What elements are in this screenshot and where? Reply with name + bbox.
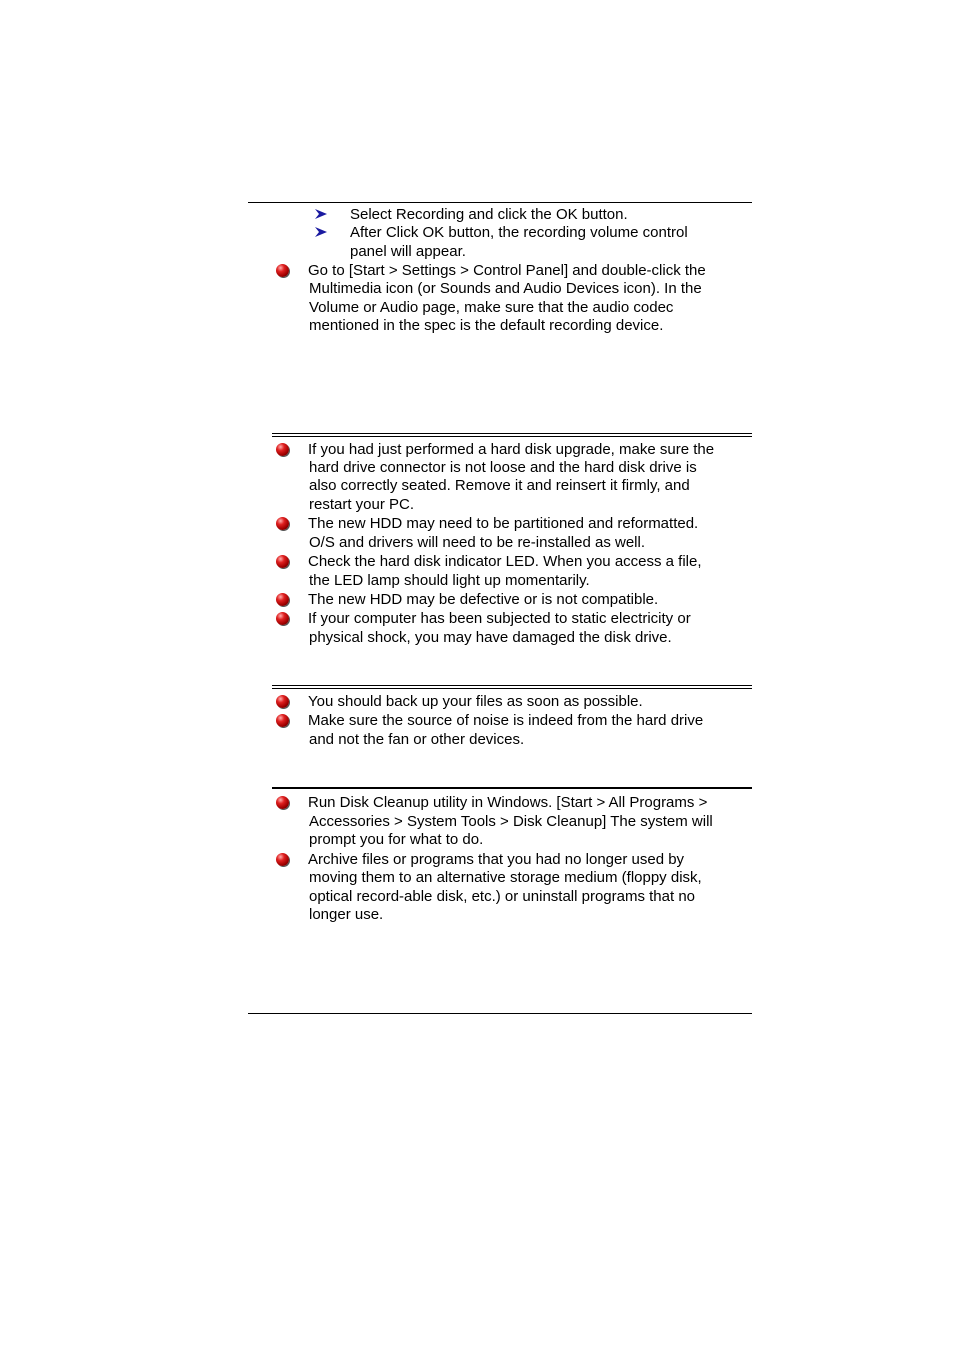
list-item-line: Make sure the source of noise is indeed from the hard drive [308, 712, 704, 729]
red-ball-bullet-icon [276, 695, 289, 708]
section-rule-space [272, 787, 752, 789]
section-rule-hdd-bottom [272, 436, 752, 437]
red-ball-bullet-icon [276, 593, 289, 606]
list-item-line: The new HDD may be defective or is not compatible. [308, 591, 659, 608]
list-item-line: Check the hard disk indicator LED. When you access a file, [308, 553, 702, 570]
red-ball-bullet-icon [276, 264, 289, 277]
list-item-line: and not the fan or other devices. [309, 731, 525, 748]
list-item-line: You should back up your files as soon as possible. [308, 693, 643, 710]
list-item-line: O/S and drivers will need to be re-installed as well. [309, 534, 645, 551]
list-item-line: Run Disk Cleanup utility in Windows. [Start > All Programs > [308, 794, 708, 811]
arrow-bullet-icon [314, 226, 328, 238]
list-item-line: also correctly seated. Remove it and reinsert it firmly, and [309, 477, 690, 494]
list-item-line: the LED lamp should light up momentarily. [309, 572, 590, 589]
list-item-line: Volume or Audio page, make sure that the audio codec [309, 299, 674, 316]
sub-list-item-line: Select Recording and click the OK button. [350, 206, 628, 223]
list-item-line: If your computer has been subjected to static electricity or [308, 610, 691, 627]
red-ball-bullet-icon [276, 555, 289, 568]
list-item-line: physical shock, you may have damaged the disk drive. [309, 629, 672, 646]
arrow-bullet-icon [314, 208, 328, 220]
list-item-line: moving them to an alternative storage medium (floppy disk, [309, 869, 702, 886]
section-rule-hdd-top [272, 433, 752, 434]
red-ball-bullet-icon [276, 612, 289, 625]
red-ball-bullet-icon [276, 714, 289, 727]
list-item-line: optical record-able disk, etc.) or uninstall programs that no [309, 888, 696, 905]
list-item-line: Go to [Start > Settings > Control Panel] and double-click the [308, 262, 706, 279]
sub-list-item-line: After Click OK button, the recording volume control [350, 224, 688, 241]
list-item-line: prompt you for what to do. [309, 831, 484, 848]
red-ball-bullet-icon [276, 517, 289, 530]
section-rule-noise-top [272, 685, 752, 686]
list-item-line: If you had just performed a hard disk upgrade, make sure the [308, 441, 715, 458]
red-ball-bullet-icon [276, 853, 289, 866]
list-item-line: Archive files or programs that you had no longer used by [308, 851, 685, 868]
list-item-line: mentioned in the spec is the default recording device. [309, 317, 664, 334]
list-item-line: restart your PC. [309, 496, 415, 513]
list-item-line: Multimedia icon (or Sounds and Audio Devices icon). In the [309, 280, 702, 297]
bottom-rule [248, 1013, 752, 1014]
list-item-line: The new HDD may need to be partitioned and reformatted. [308, 515, 699, 532]
list-item-line: longer use. [309, 906, 384, 923]
list-item-line: hard drive connector is not loose and the hard disk drive is [309, 459, 697, 476]
sub-list-item-line: panel will appear. [350, 243, 466, 260]
top-rule [248, 202, 752, 203]
list-item-line: Accessories > System Tools > Disk Cleanup] The system will [309, 813, 713, 830]
red-ball-bullet-icon [276, 796, 289, 809]
red-ball-bullet-icon [276, 443, 289, 456]
section-rule-noise-bottom [272, 688, 752, 689]
